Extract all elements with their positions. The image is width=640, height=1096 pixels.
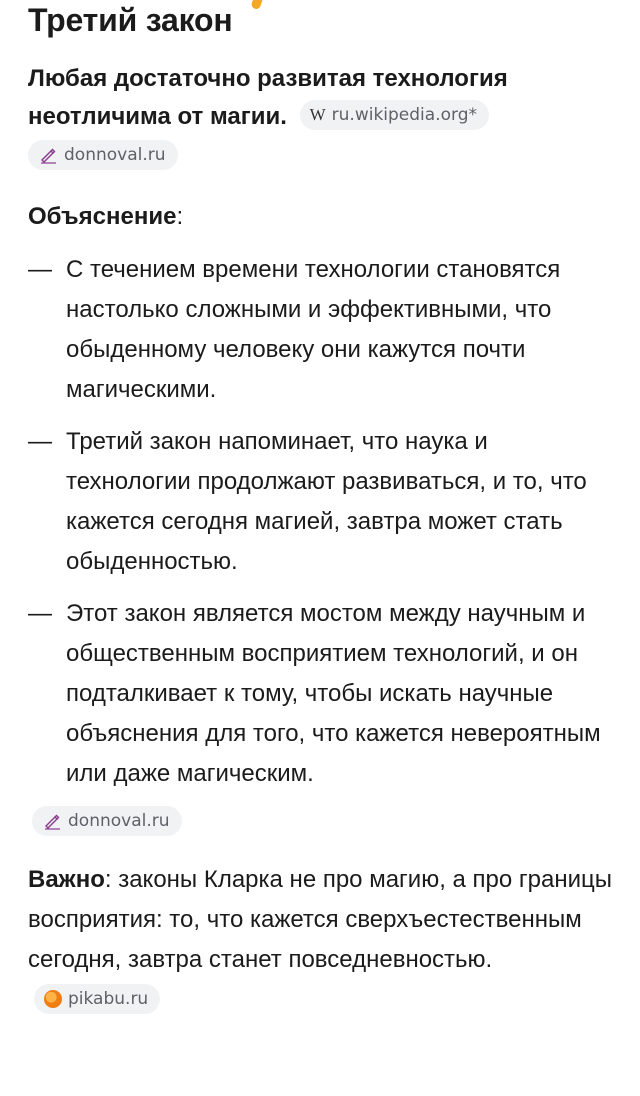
list-item: [28, 594, 614, 794]
source-chip-donnoval-top[interactable]: [28, 140, 178, 170]
important-note: [28, 860, 614, 1020]
list-item: [28, 422, 614, 582]
source-label: ru.wikipedia.org*: [331, 104, 477, 125]
dash-marker: —: [28, 428, 52, 455]
source-chip-pikabu[interactable]: [34, 984, 160, 1014]
source-label: pikabu.ru: [68, 988, 149, 1009]
page-title: Третий закон: [28, 2, 233, 38]
source-chip-donnoval-bottom[interactable]: [32, 806, 182, 836]
important-text: : законы Кларка не про магию, а про границы восприятия: то, что кажется сверхъестественным сегодня, завтра станет повседневностью.: [28, 866, 613, 973]
explanation-heading: [28, 198, 614, 236]
pen-icon: [42, 811, 62, 831]
explanation-label: Объяснение: [28, 203, 177, 230]
list-item-text: С течением времени технологии становятся настолько сложными и эффективными, что обыденному человеку они кажутся почти магическими.: [66, 256, 561, 403]
explanation-colon: :: [176, 203, 184, 230]
dash-marker: —: [28, 256, 52, 283]
list-item: [28, 250, 614, 410]
wikipedia-icon: W: [309, 104, 326, 124]
important-label: Важно: [28, 866, 105, 893]
list-item-text: Этот закон является мостом между научным и общественным восприятием технологий, и он подталкивает к тому, чтобы искать научные объяснения для того, что кажется невероятным или даже магическим.: [66, 600, 601, 787]
pikabu-icon: [44, 990, 62, 1008]
pen-icon: [38, 145, 58, 165]
source-chip-wikipedia[interactable]: [300, 100, 489, 130]
source-label: donnoval.ru: [68, 811, 170, 831]
lead-quote: [28, 60, 614, 136]
list-item-text: Третий закон напоминает, что наука и технологии продолжают развиваться, и то, что кажется сегодня магией, завтра может стать обыденностью.: [66, 428, 587, 575]
dash-marker: —: [28, 600, 52, 627]
lead-text: Любая достаточно развитая технология неотличима от магии.: [28, 65, 508, 130]
explanation-list: [28, 250, 614, 794]
source-label: donnoval.ru: [64, 145, 166, 165]
